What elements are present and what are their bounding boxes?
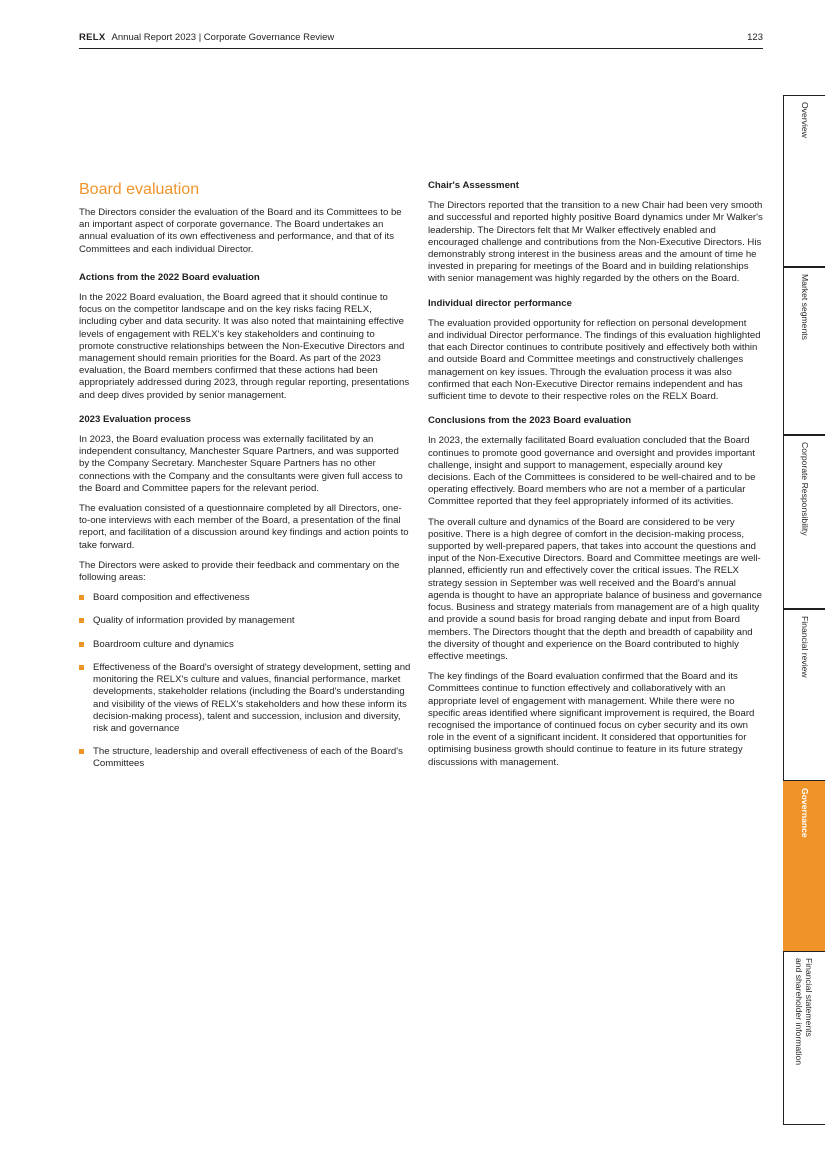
list-item-text: Boardroom culture and dynamics bbox=[93, 638, 234, 650]
tab-label-line-1: Financial statements bbox=[804, 958, 814, 1037]
tab-overview[interactable] bbox=[783, 95, 825, 267]
conclusions-block bbox=[428, 415, 763, 768]
tab-corporate-responsibility[interactable] bbox=[783, 435, 825, 609]
tab-label-line-2: and shareholder information bbox=[794, 958, 804, 1066]
tab-market-segments[interactable] bbox=[783, 267, 825, 435]
list-item-text: Quality of information provided by management bbox=[93, 615, 295, 627]
individual-paragraph: The evaluation provided opportunity for reflection on personal development and individual Director performance. The findings of this evaluation highlighted that each Director continues to contribute positively and effectively both within and outside Board and Committee meetings and constructively challenges management on key issues. Through the evaluation process it was also confirmed that each Non-Executive Director remains independent and has sufficient time to devote to their respective roles on the RELX Board. bbox=[428, 317, 761, 403]
list-item bbox=[79, 746, 411, 770]
tab-label: Governance bbox=[800, 788, 810, 838]
list-item bbox=[79, 615, 411, 627]
conclusions-paragraph-1: In 2023, the externally facilitated Board evaluation concluded that the Board continues to promote good governance and oversight and provides important challenge, insight and support to management, especially around key decisions. Each of the Committees is considered to be well-chaired and to be operating effectively. Board members who are not a member of a particular Committee reported that they feel appropriately informed of its activities. bbox=[428, 435, 756, 508]
conclusions-heading: Conclusions from the 2023 Board evaluation bbox=[428, 415, 632, 427]
page-header bbox=[79, 30, 763, 49]
bullet-square-icon bbox=[79, 749, 84, 754]
list-item-text: The structure, leadership and overall effectiveness of each of the Board's Committees bbox=[93, 746, 403, 770]
tab-label: Overview bbox=[800, 102, 810, 138]
individual-heading: Individual director performance bbox=[428, 297, 572, 309]
process-block bbox=[79, 414, 411, 771]
list-item bbox=[79, 592, 411, 604]
actions-block bbox=[79, 272, 411, 402]
bullet-square-icon bbox=[79, 618, 84, 623]
process-heading: 2023 Evaluation process bbox=[79, 413, 191, 425]
report-subtitle: Annual Report 2023 | Corporate Governance Review bbox=[111, 32, 335, 43]
list-item-text: Effectiveness of the Board's oversight of strategy development, setting and monitoring the RELX's culture and values, financial performance, market developments, stakeholder relations (including the Board's understanding and visibility of the views of RELX's stakeholders and how these inform its decision-making process), talent and succession, inclusion and diversity, risk and governance bbox=[93, 661, 411, 734]
chair-paragraph: The Directors reported that the transition to a new Chair had been very smooth and successful and reported highly positive Board dynamics under Mr Walker's leadership. The Directors felt that Mr Walker effectively enabled and encouraged challenge and contributions from the Non-Executive Directors. His demonstrably strong interest in the business areas and the amount of time he invested in preparing for meetings of the Board and in building relationships with senior management was highly regarded by the others on the Board. bbox=[428, 200, 763, 285]
intro-paragraph: The Directors consider the evaluation of the Board and its Committees to be an important aspect of corporate governance. The Board undertakes an annual evaluation of its own effectiveness and performance, and that of its Committees and each individual Director. bbox=[79, 207, 402, 255]
process-paragraph-3: The Directors were asked to provide their feedback and commentary on the following areas: bbox=[79, 559, 400, 584]
list-item bbox=[79, 639, 411, 651]
bullet-square-icon bbox=[79, 642, 84, 647]
actions-paragraph: In the 2022 Board evaluation, the Board agreed that it should continue to focus on the competitor landscape and on the key risks facing RELX, including cyber and data security. It was also noted that maintaining effective levels of engagement with RELX's key stakeholders and continuing to promote constructive relationships between the Non-Executive Directors and management should remain priorities for the Board. As part of the 2023 evaluation, the Board members confirmed that these actions had been appropriately addressed during 2023, through regular reporting, presentations and deep dives provided by senior management. bbox=[79, 292, 410, 401]
conclusions-paragraph-2: The overall culture and dynamics of the Board are considered to be very positive. There is a high degree of comfort in the decision-making process, supported by well-prepared papers, that takes into account the questions and input of the Non-Executive Directors. Board and Committee meetings are well-planned, efficiently run and effectively cover the critical issues. The RELX strategy session in September was well received and the Board's annual agenda is thought to have an appropriate balance of business and governance focus. Business and strategy materials from management are of a high quality and provide a sound basis for broad ranging debate and input from Board members. The Directors thought that the depth and breadth of capability and the diversity of thought and experience on the Board contributed to highly effective meetings. bbox=[428, 516, 762, 662]
header-left bbox=[79, 32, 334, 43]
process-paragraph-1: In 2023, the Board evaluation process was externally facilitated by an independent consultancy, Manchester Square Partners, and was supported by the Company Secretary. Manchester Square Partners has no other connections with the Company and the consultants were given full access to the Board and Committee papers for the relevant period. bbox=[79, 434, 403, 494]
conclusions-paragraph-3: The key findings of the Board evaluation confirmed that the Board and its Committees continue to function effectively and collaboratively with an appropriate level of engagement with management. While there were no specific areas identified where significant improvement is required, the Board recognised the importance of continued focus on cyber security and its own role in the event of a significant incident. It considered that opportunities for optimising business growth should continue to feature in its future strategy discussions with management. bbox=[428, 671, 755, 768]
chair-heading: Chair's Assessment bbox=[428, 180, 519, 191]
actions-heading: Actions from the 2022 Board evaluation bbox=[79, 271, 260, 283]
section-title: Board evaluation bbox=[79, 181, 200, 198]
tab-label: Market segments bbox=[800, 274, 810, 340]
tab-label: Financial review bbox=[800, 616, 810, 678]
bullet-square-icon bbox=[79, 595, 84, 600]
page-number: 123 bbox=[747, 32, 763, 43]
tab-financial-review[interactable] bbox=[783, 609, 825, 781]
brand-name: RELX bbox=[79, 32, 106, 43]
left-column bbox=[79, 180, 411, 783]
individual-performance-block bbox=[428, 298, 763, 404]
list-item-text: Board composition and effectiveness bbox=[93, 592, 250, 604]
tab-financial-statements[interactable] bbox=[783, 951, 825, 1125]
process-paragraph-2: The evaluation consisted of a questionnaire completed by all Directors, one-to-one interviews with each member of the Board, a presentation of the final report, and facilitation of a discussion around key findings and action points to take forward. bbox=[79, 503, 409, 551]
chair-assessment-block bbox=[428, 180, 763, 286]
right-column bbox=[428, 180, 763, 781]
tab-label bbox=[794, 958, 814, 1065]
tab-label: Corporate Responsibility bbox=[800, 442, 810, 536]
tab-governance[interactable] bbox=[783, 781, 825, 951]
feedback-areas-list bbox=[79, 592, 411, 770]
list-item bbox=[79, 662, 411, 735]
bullet-square-icon bbox=[79, 665, 84, 670]
